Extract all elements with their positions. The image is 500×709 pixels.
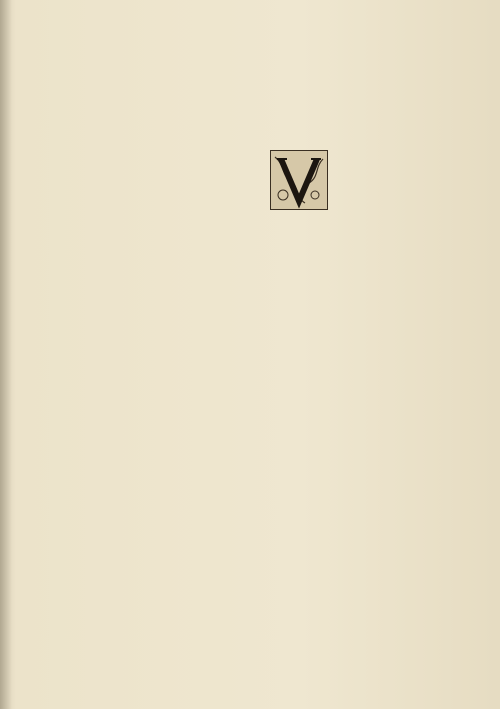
decorated-initial-v [270,150,328,210]
initial-letter-icon [271,151,327,209]
gutter-shadow [0,0,12,709]
